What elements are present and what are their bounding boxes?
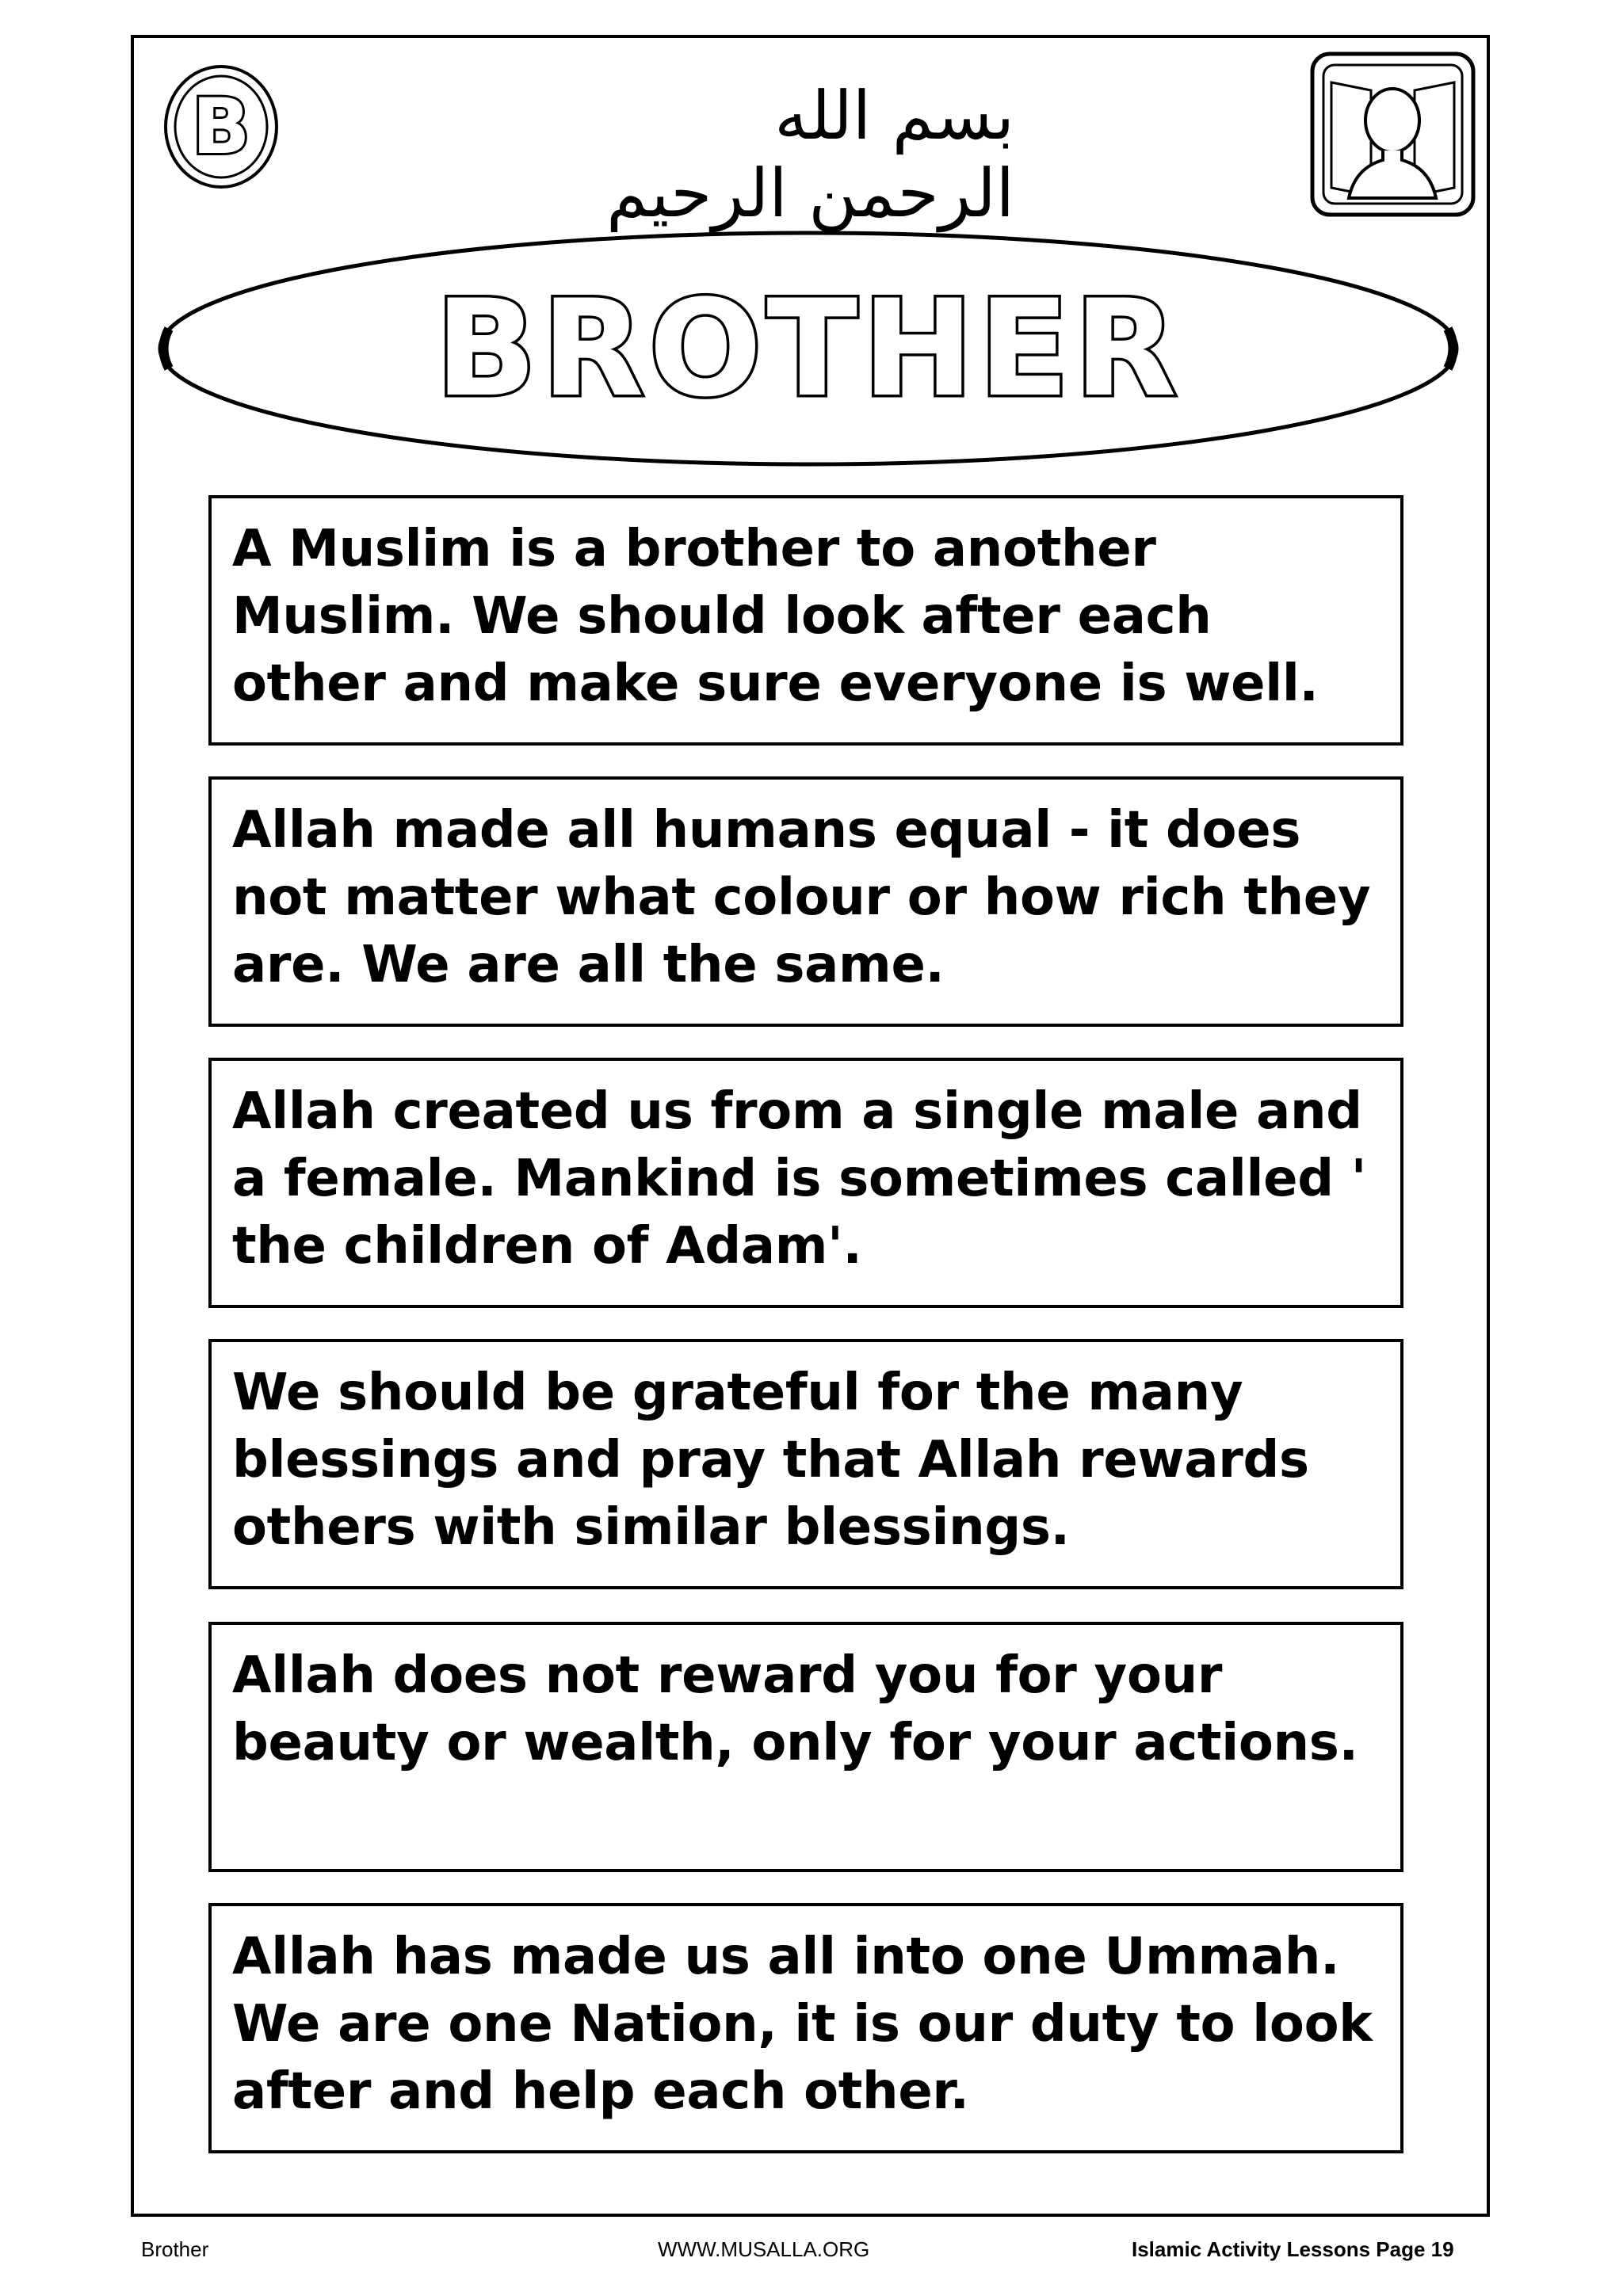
fact-box: Allah does not reward you for your beauty or wealth, only for your actions. <box>208 1622 1403 1872</box>
title-banner <box>155 226 1462 471</box>
letter-badge <box>162 63 280 190</box>
footer-page-number: Islamic Activity Lessons Page 19 <box>1132 2237 1454 2261</box>
footer-website[interactable]: WWW.MUSALLA.ORG <box>658 2237 870 2261</box>
footer-topic: Brother <box>141 2237 209 2261</box>
fact-box: Allah has made us all into one Ummah. We are one Nation, it is our duty to look after and help each other. <box>208 1903 1403 2153</box>
fact-box: We should be grateful for the many blessings and pray that Allah rewards others with similar blessings. <box>208 1339 1403 1589</box>
fact-box: Allah created us from a single male and a female. Mankind is sometimes called ' the children of Adam'. <box>208 1058 1403 1308</box>
page-title: BROTHER <box>435 271 1182 426</box>
badge-letter: B <box>192 82 250 171</box>
portrait-icon <box>1308 49 1478 219</box>
fact-box: Allah made all humans equal - it does not matter what colour or how rich they are. We are all the same. <box>208 776 1403 1027</box>
bismillah-calligraphy <box>602 77 1014 232</box>
bismillah-text: بسم الله الرحمن الرحيم <box>606 77 1014 232</box>
fact-box: A Muslim is a brother to another Muslim. We should look after each other and make sure everyone is well. <box>208 495 1403 746</box>
